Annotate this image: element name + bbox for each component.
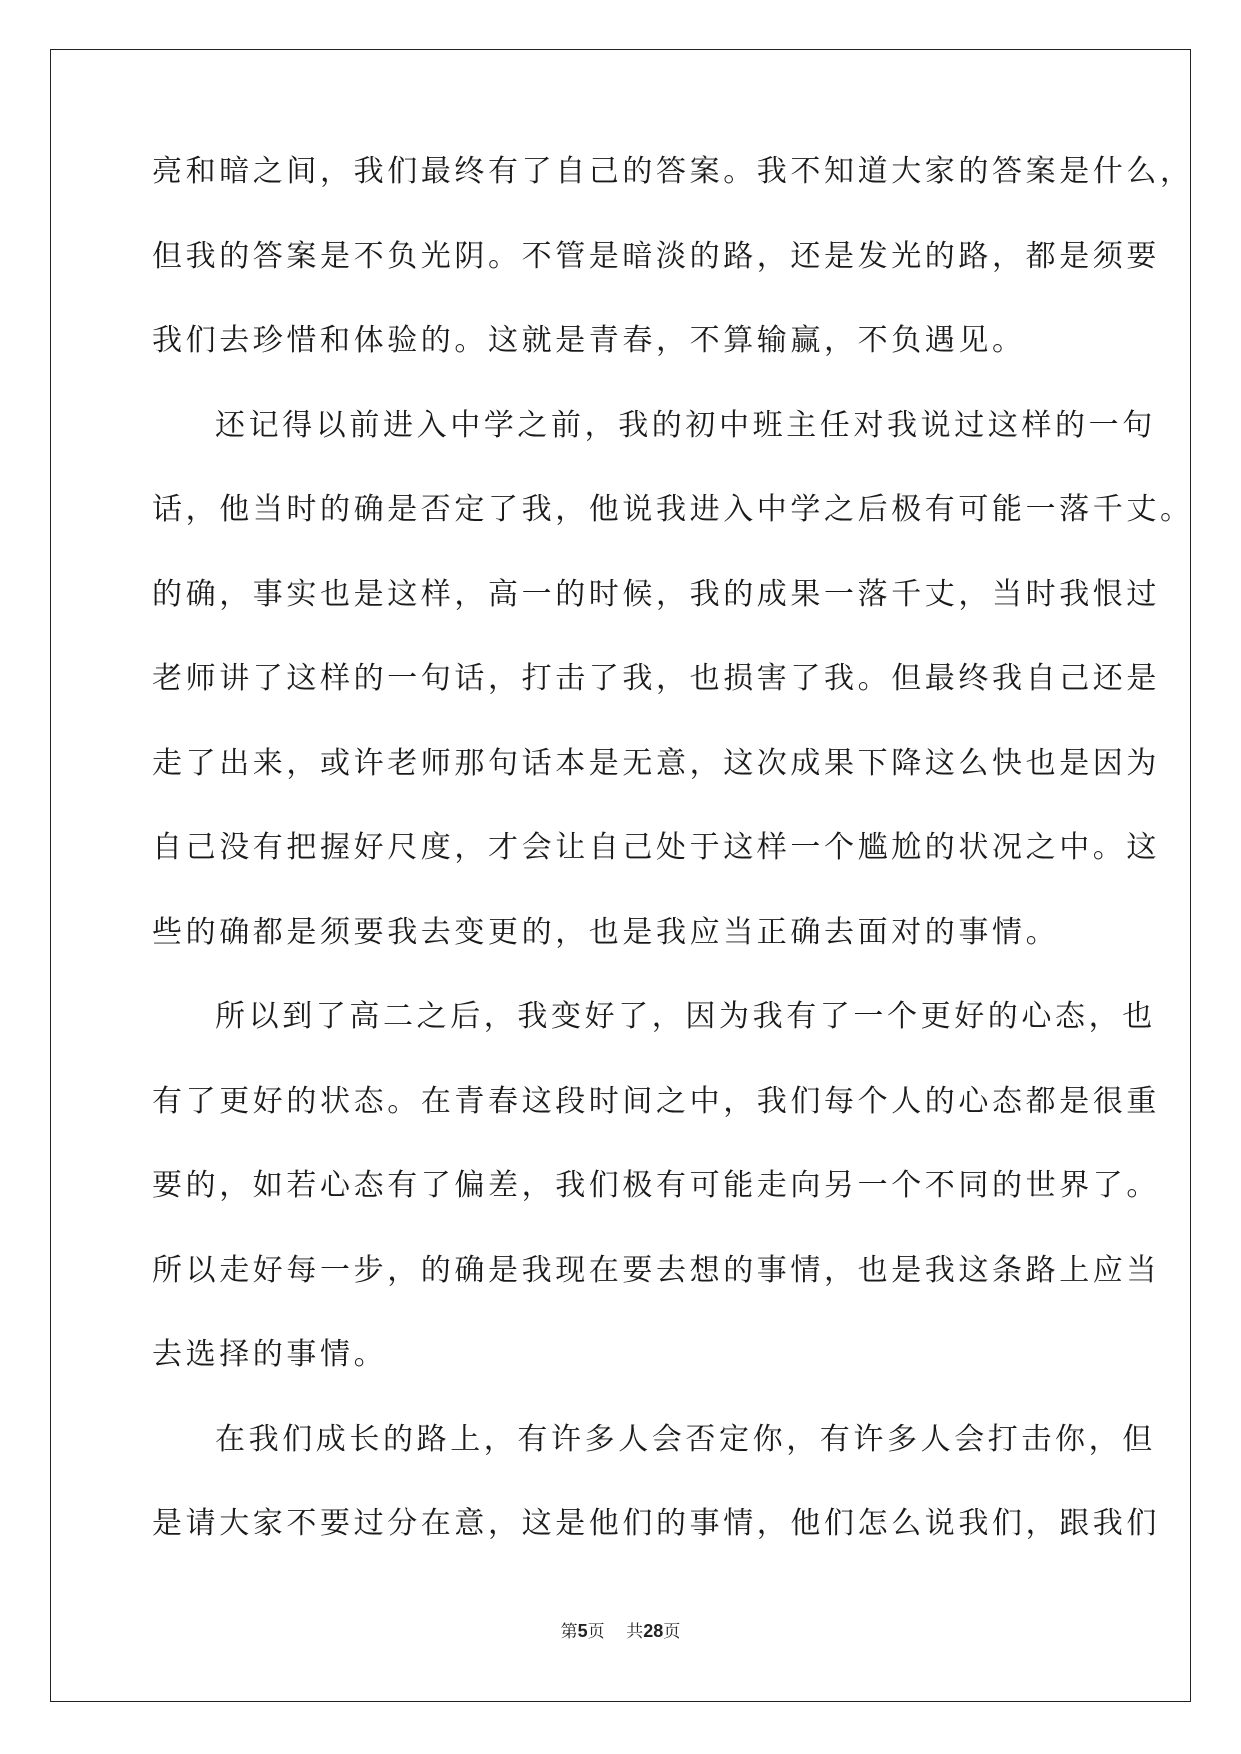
text-line: 所以到了高二之后，我变好了，因为我有了一个更好的心态，也 bbox=[215, 999, 1156, 1034]
text-line: 我们去珍惜和体验的。这就是青春，不算输赢，不负遇见。 bbox=[152, 323, 1026, 358]
text-line: 有了更好的状态。在青春这段时间之中，我们每个人的心态都是很重 bbox=[152, 1083, 1160, 1119]
text-line: 但我的答案是不负光阴。不管是暗淡的路，还是发光的路，都是须要 bbox=[152, 238, 1160, 274]
page-footer bbox=[0, 1619, 1241, 1644]
text-line: 所以走好每一步，的确是我现在要去想的事情，也是我这条路上应当 bbox=[152, 1252, 1160, 1288]
footer-total-suffix: 页 bbox=[663, 1622, 681, 1642]
text-line: 些的确都是须要我去变更的，也是我应当正确去面对的事情。 bbox=[152, 914, 1060, 950]
text-line: 亮和暗之间，我们最终有了自己的答案。我不知道大家的答案是什么， bbox=[152, 154, 1194, 189]
footer-total-prefix: 共 bbox=[626, 1622, 644, 1642]
text-line: 的确，事实也是这样，高一的时候，我的成果一落千丈，当时我恨过 bbox=[152, 576, 1160, 612]
text-line: 是请大家不要过分在意，这是他们的事情，他们怎么说我们，跟我们 bbox=[152, 1506, 1160, 1541]
text-line: 自己没有把握好尺度，才会让自己处于这样一个尴尬的状况之中。这 bbox=[152, 830, 1160, 865]
text-line: 还记得以前进入中学之前，我的初中班主任对我说过这样的一句 bbox=[215, 407, 1156, 443]
text-line: 话，他当时的确是否定了我，他说我进入中学之后极有可能一落千丈。 bbox=[152, 492, 1194, 527]
text-line: 在我们成长的路上，有许多人会否定你，有许多人会打击你，但 bbox=[215, 1421, 1156, 1457]
text-line: 走了出来，或许老师那句话本是无意，这次成果下降这么快也是因为 bbox=[152, 745, 1160, 781]
footer-total-pages: 28 bbox=[643, 1621, 664, 1641]
footer-page-suffix: 页 bbox=[587, 1622, 605, 1642]
text-line: 去选择的事情。 bbox=[152, 1337, 388, 1372]
footer-page-number: 5 bbox=[577, 1621, 588, 1641]
text-line: 要的，如若心态有了偏差，我们极有可能走向另一个不同的世界了。 bbox=[152, 1168, 1160, 1203]
text-line: 老师讲了这样的一句话，打击了我，也损害了我。但最终我自己还是 bbox=[152, 661, 1160, 696]
document-body bbox=[152, 150, 1194, 1587]
footer-page-prefix: 第 bbox=[560, 1622, 578, 1642]
